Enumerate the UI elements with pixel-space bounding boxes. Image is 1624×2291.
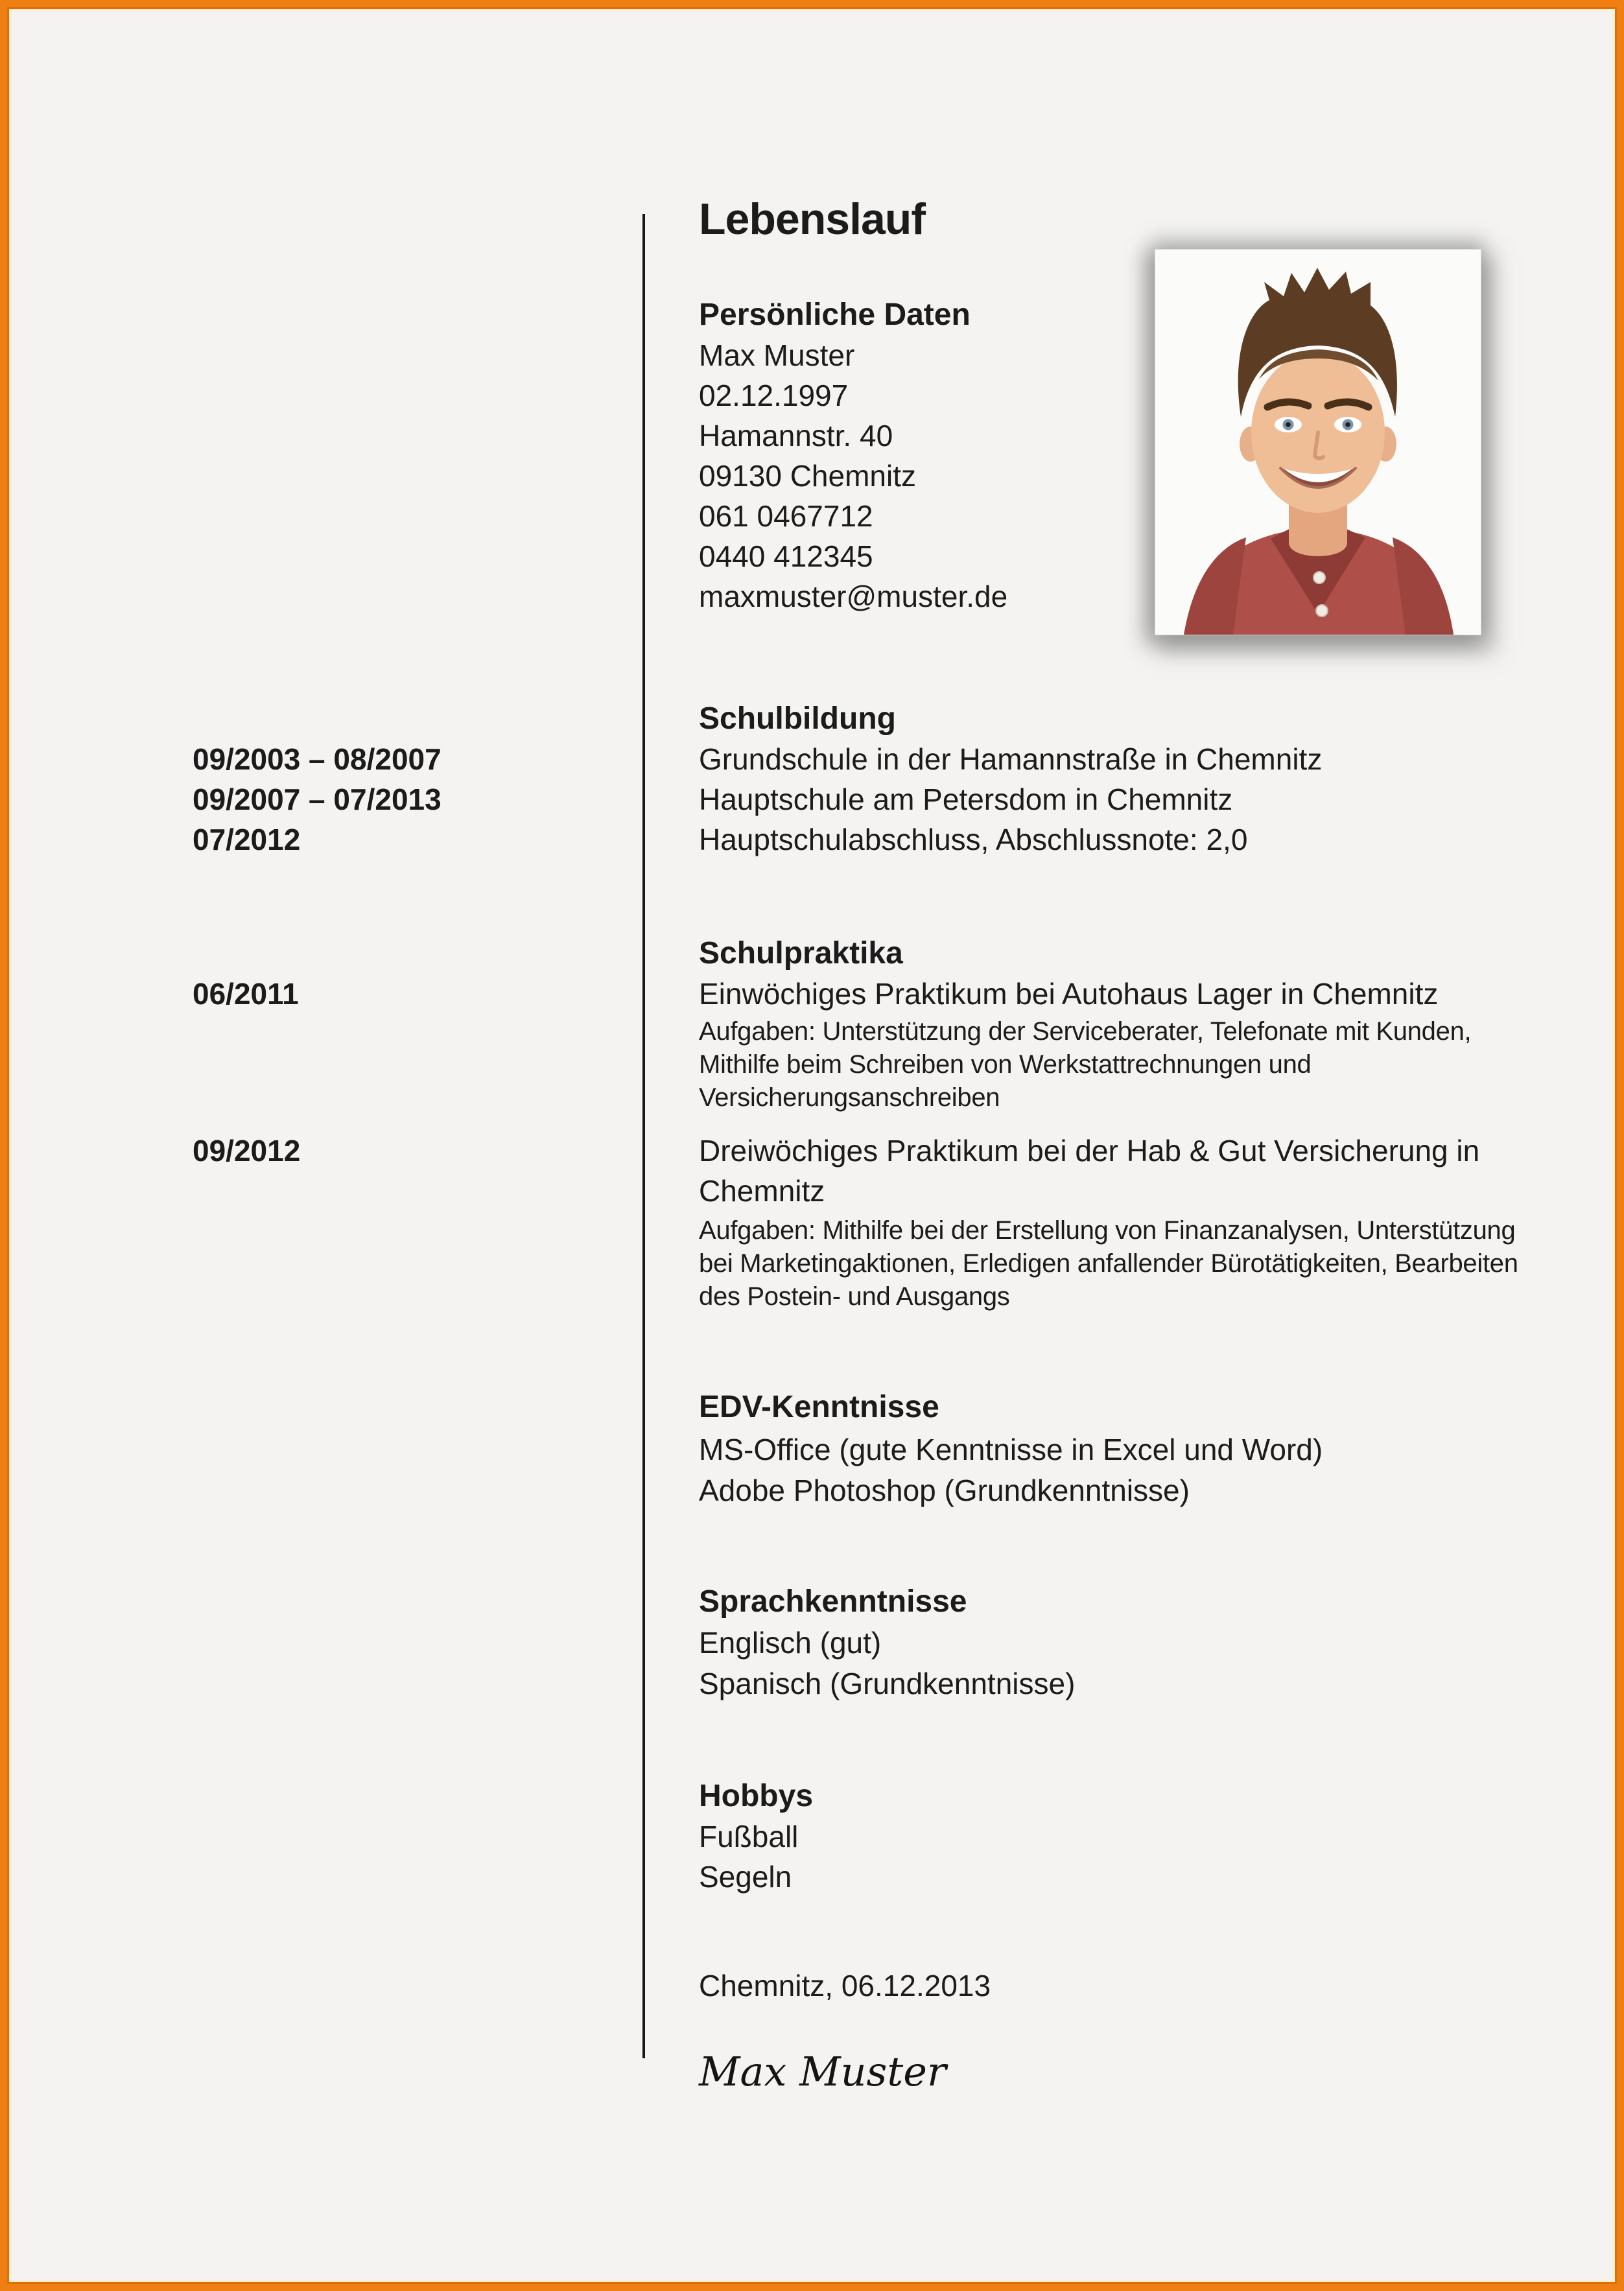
schulbildung-entry-1: Grundschule in der Hamannstraße in Chemnitz xyxy=(699,742,1323,776)
schulbildung-date-1: 09/2003 – 08/2007 xyxy=(193,742,441,776)
praktikum-1-title: Einwöchiges Praktikum bei Autohaus Lager in Chemnitz xyxy=(699,977,1439,1011)
page-title: Lebenslauf xyxy=(699,194,925,244)
praktikum-1-detail-line: Mithilfe beim Schreiben von Werkstattrechnungen und xyxy=(699,1050,1312,1079)
sprachen-line-1: Englisch (gut) xyxy=(699,1626,882,1660)
personal-street: Hamannstr. 40 xyxy=(699,419,893,452)
schulpraktika-heading: Schulpraktika xyxy=(699,936,903,970)
personal-phone-2: 0440 412345 xyxy=(699,539,873,573)
praktikum-1-date: 06/2011 xyxy=(193,977,299,1011)
schulbildung-date-3: 07/2012 xyxy=(193,823,301,856)
signature: Max Muster xyxy=(699,2048,947,2095)
profile-photo xyxy=(1155,249,1481,635)
praktikum-2-title: Dreiwöchiges Praktikum bei der Hab & Gut Versicherung in xyxy=(699,1134,1480,1168)
praktikum-2-title-wrap: Chemnitz xyxy=(699,1174,825,1208)
schulbildung-entry-3: Hauptschulabschluss, Abschlussnote: 2,0 xyxy=(699,823,1248,856)
sprachen-line-2: Spanisch (Grundkenntnisse) xyxy=(699,1667,1076,1700)
praktikum-2-detail-line: des Postein- und Ausgangs xyxy=(699,1282,1010,1311)
personal-data-heading: Persönliche Daten xyxy=(699,298,971,332)
personal-email: maxmuster@muster.de xyxy=(699,580,1008,613)
place-and-date: Chemnitz, 06.12.2013 xyxy=(699,1969,991,2003)
schulbildung-entry-2: Hauptschule am Petersdom in Chemnitz xyxy=(699,782,1233,816)
praktikum-2-date: 09/2012 xyxy=(193,1134,301,1168)
vertical-divider xyxy=(642,214,645,2058)
praktikum-2-detail-line: Aufgaben: Mithilfe bei der Erstellung von Finanzanalysen, Unterstützung xyxy=(699,1216,1516,1245)
personal-birthdate: 02.12.1997 xyxy=(699,379,849,412)
hobbys-line-2: Segeln xyxy=(699,1860,792,1894)
personal-phone-1: 061 0467712 xyxy=(699,499,873,533)
personal-city: 09130 Chemnitz xyxy=(699,459,916,493)
personal-data-block xyxy=(699,335,1007,617)
praktikum-1-details xyxy=(699,1015,1471,1114)
sprachen-heading: Sprachkenntnisse xyxy=(699,1584,967,1619)
schulbildung-heading: Schulbildung xyxy=(699,701,896,736)
schulbildung-date-2: 09/2007 – 07/2013 xyxy=(193,782,441,816)
hobbys-heading: Hobbys xyxy=(699,1779,814,1813)
praktikum-1-detail-line: Aufgaben: Unterstützung der Serviceberater, Telefonate mit Kunden, xyxy=(699,1017,1472,1046)
hobbys-line-1: Fußball xyxy=(699,1820,799,1853)
portrait-illustration xyxy=(1155,250,1481,635)
praktikum-2-detail-line: bei Marketingaktionen, Erledigen anfallender Bürotätigkeiten, Bearbeiten xyxy=(699,1249,1518,1278)
praktikum-1-detail-line: Versicherungsanschreiben xyxy=(699,1083,1000,1112)
edv-line-2: Adobe Photoshop (Grundkenntnisse) xyxy=(699,1474,1190,1507)
personal-name: Max Muster xyxy=(699,338,855,372)
edv-line-1: MS-Office (gute Kenntnisse in Excel und Word) xyxy=(699,1433,1323,1466)
praktikum-2-details xyxy=(699,1214,1518,1313)
edv-heading: EDV-Kenntnisse xyxy=(699,1390,939,1424)
